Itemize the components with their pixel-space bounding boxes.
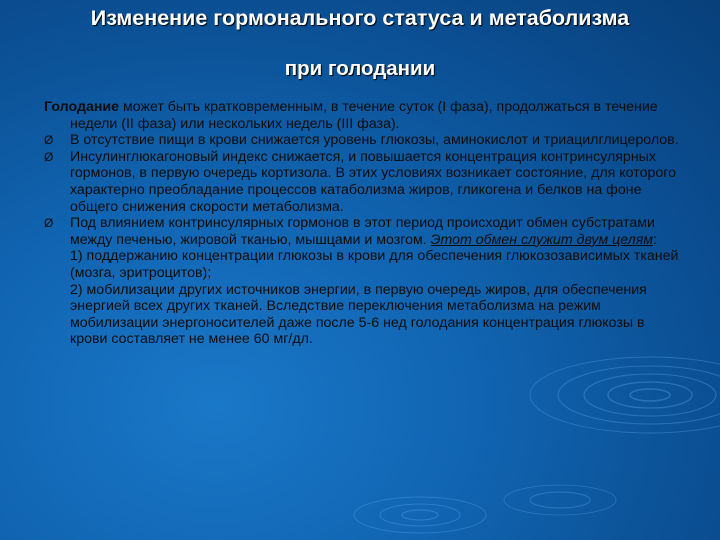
slide-title: Изменение гормонального статуса и метаболизма [90,6,630,30]
intro-text: может быть кратковременным, в течение суток (I фаза), продолжаться в течение недели (II фаза) или нескольких недель (III фаза). [70,99,658,132]
intro-paragraph [44,99,684,132]
aim-item-1: 1) поддержанию концентрации глюкозы в крови для обеспечения глюкозозависимых тканей (мозга, эритроцитов); [70,248,679,281]
arrow-bullet-icon: Ø [44,133,54,148]
aim-item-2: 2) мобилизации других источников энергии, в первую очередь жиров, для обеспечения энергией всех других тканей. Вследствие переключения метаболизма на режим мобилизации энергоносителей даже после 5-6 нед голодания концентрация глюкозы в крови составляет не менее 60 мг/дл. [70,281,647,348]
goal-colon: : [653,231,657,248]
arrow-bullet-icon: Ø [44,149,54,164]
goal-phrase: Этот обмен служит двум целям [430,231,654,248]
bullet-item [44,149,684,215]
bullet-text: Под влиянием контринсулярных гормонов в этот период происходит обмен субстратами между печенью, жировой тканью, мышцами и мозгом. [70,215,655,248]
bullet-item [44,132,684,149]
arrow-bullet-icon: Ø [44,216,54,231]
slide-title-line2: при голодании [284,57,436,80]
bullet-text: В отсутствие пищи в крови снижается уровень глюкозы, аминокислот и триацилглицеролов. [70,132,679,149]
bullet-text: Инсулинглюкагоновый индекс снижается, и повышается концентрация контринсулярных гормонов, в первую очередь кортизола. В этих условиях возникает состояние, для которого характерно преобладание процессов катаболизма жиров, гликогена и белков на фоне общего снижения скорости метаболизма. [70,148,676,215]
slide-body [44,99,684,348]
intro-term: Голодание [44,99,120,115]
bullet-item [44,215,684,248]
